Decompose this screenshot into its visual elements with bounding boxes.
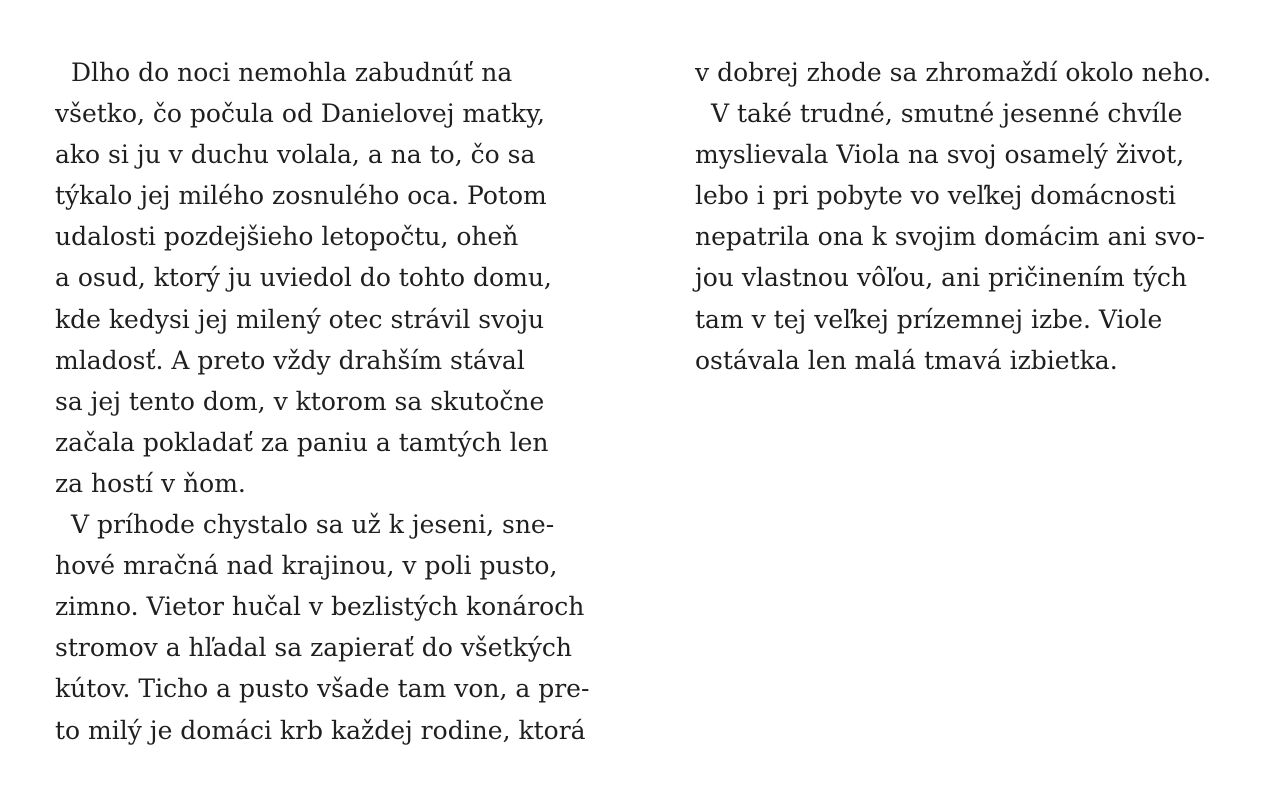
text-line: kútov. Ticho a pusto všade tam von, a pre- bbox=[55, 674, 590, 704]
text-line: zimno. Vietor hučal v bezlistých konároch bbox=[55, 592, 585, 622]
text-line: mladosť. A preto vždy drahším stával bbox=[55, 345, 525, 375]
text-line: lebo i pri pobyte vo veľkej domácnosti bbox=[695, 181, 1176, 211]
text-line: kde kedysi jej milený otec strávil svoju bbox=[55, 304, 545, 334]
text-line: v dobrej zhode sa zhromaždí okolo neho. bbox=[695, 58, 1212, 87]
text-line: týkalo jej milého zosnulého oca. Potom bbox=[55, 181, 547, 211]
right-text-column bbox=[695, 52, 1211, 381]
text-line: jou vlastnou vôľou, ani pričinením tých bbox=[695, 263, 1187, 293]
text-line: tam v tej veľkej prízemnej izbe. Viole bbox=[695, 304, 1163, 334]
text-line: hové mračná nad krajinou, v poli pusto, bbox=[55, 551, 558, 581]
text-line: nepatrila ona k svojim domácim ani svo- bbox=[695, 222, 1205, 252]
text-line: udalosti pozdejšieho letopočtu, oheň bbox=[55, 222, 519, 252]
text-line: V príhode chystalo sa už k jeseni, sne- bbox=[71, 510, 555, 540]
text-line: ako si ju v duchu volala, a na to, čo sa bbox=[55, 140, 536, 170]
text-line: V také trudné, smutné jesenné chvíle bbox=[711, 99, 1183, 129]
text-line: stromov a hľadal sa zapierať do všetkých bbox=[55, 633, 572, 663]
left-text-column bbox=[55, 52, 589, 751]
text-line: začala pokladať za paniu a tamtých len bbox=[55, 427, 549, 457]
text-line: a osud, ktorý ju uviedol do tohto domu, bbox=[55, 263, 552, 293]
text-line: za hostí v ňom. bbox=[55, 468, 246, 498]
text-line: myslievala Viola na svoj osamelý život, bbox=[695, 140, 1185, 170]
text-line: sa jej tento dom, v ktorom sa skutočne bbox=[55, 386, 545, 416]
text-line: to milý je domáci krb každej rodine, ktorá bbox=[55, 715, 586, 745]
text-line: Dlho do noci nemohla zabudnúť na bbox=[71, 58, 513, 87]
text-line: ostávala len malá tmavá izbietka. bbox=[695, 345, 1118, 375]
text-line: všetko, čo počula od Danielovej matky, bbox=[55, 99, 545, 129]
